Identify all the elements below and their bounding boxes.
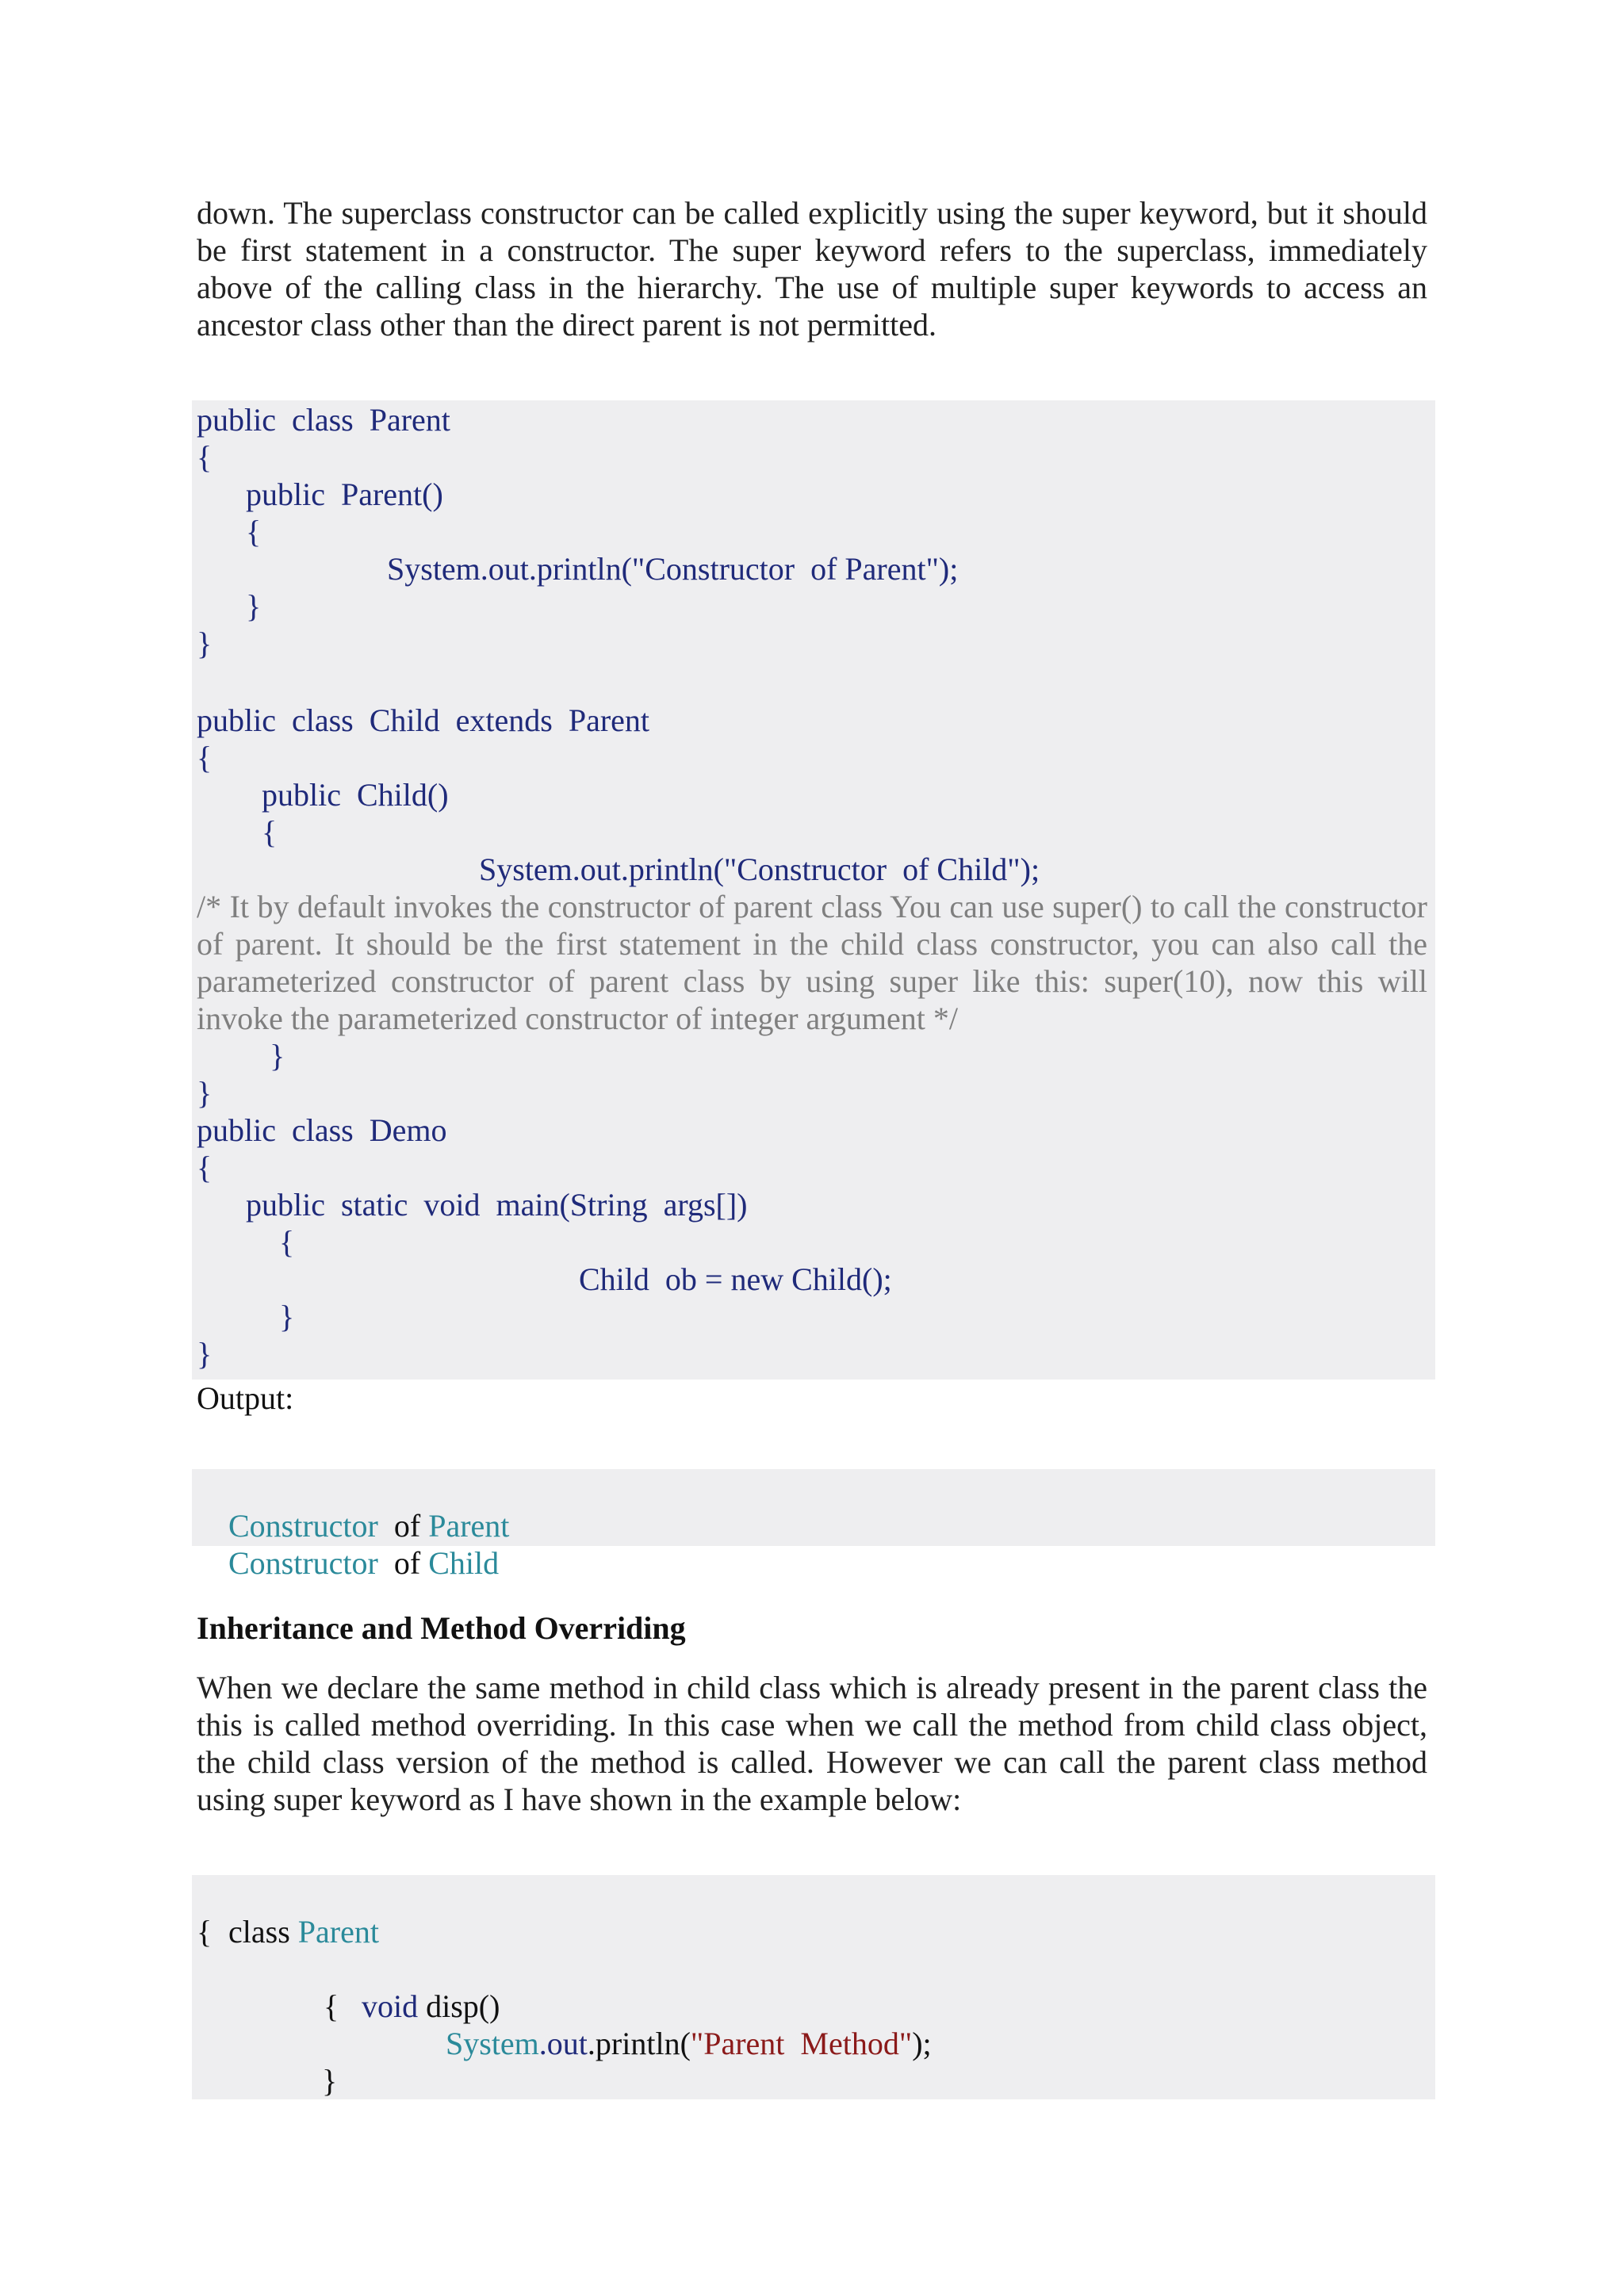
code-keyword: class bbox=[228, 1914, 290, 1950]
code-class-name: Parent bbox=[297, 1914, 379, 1950]
output-word: Parent bbox=[428, 1508, 510, 1544]
code-line: } bbox=[197, 1075, 213, 1111]
code-line: public class Child extends Parent bbox=[197, 702, 650, 738]
code-line: } bbox=[246, 588, 262, 624]
code-line: { bbox=[197, 1914, 213, 1950]
output-word: of bbox=[393, 1508, 421, 1544]
code-line: public class Parent bbox=[197, 402, 450, 438]
code-line: } bbox=[197, 626, 213, 661]
code-line: } bbox=[279, 1299, 295, 1334]
code-line: public Child() bbox=[262, 777, 449, 813]
output-word: Child bbox=[428, 1545, 500, 1581]
code-method: .println( bbox=[587, 2026, 691, 2061]
code-line: public class Demo bbox=[197, 1112, 447, 1148]
code-line: { bbox=[197, 740, 213, 775]
code-class-ref: System bbox=[446, 2026, 539, 2061]
code-line: { bbox=[246, 514, 262, 549]
code-line: { bbox=[197, 1150, 213, 1185]
code-line: System.out.println("Constructor of Parent"); bbox=[387, 551, 959, 587]
code-punct: ); bbox=[912, 2026, 932, 2061]
section-heading: Inheritance and Method Overriding bbox=[197, 1610, 686, 1646]
output-word: Constructor bbox=[228, 1545, 378, 1581]
code-line: public static void main(String args[]) bbox=[246, 1187, 748, 1223]
code-line: } bbox=[197, 1336, 213, 1372]
code-method: disp() bbox=[426, 1988, 500, 2024]
output-word: Constructor bbox=[228, 1508, 378, 1544]
code-line: } bbox=[322, 2063, 338, 2099]
code-line: public Parent() bbox=[246, 476, 443, 512]
overriding-paragraph: When we declare the same method in child class which is already present in the parent class the this is called method overriding. In this case when we call the method from child class object, the child class version of the method is called. However we can call the parent class method using super keyword as I have shown in the example below: bbox=[197, 1670, 1427, 1817]
code-line: } bbox=[270, 1038, 285, 1073]
intro-paragraph: down. The superclass constructor can be called explicitly using the super keyword, but it should be first statement in a constructor. The super keyword refers to the superclass, immediately above of the calling class in the hierarchy. The use of multiple super keywords to access an ancestor class other than the direct parent is not permitted. bbox=[197, 195, 1427, 342]
code-keyword: void bbox=[362, 1988, 419, 2024]
code-line: Child ob = new Child(); bbox=[579, 1261, 892, 1297]
code-line: { bbox=[197, 439, 213, 475]
output-word: of bbox=[393, 1545, 421, 1581]
output-label: Output: bbox=[197, 1380, 294, 1416]
code-field: .out bbox=[538, 2026, 588, 2061]
code-line: System.out.println("Constructor of Child"); bbox=[479, 851, 1040, 887]
code-comment: /* It by default invokes the constructor of parent class You can use super() to call the constructor of parent. It should be the first statement in the child class constructor, you can also call the parameterized constructor of parent class by using super like this: super(10), now this will invoke the parameterized constructor of integer argument */ bbox=[197, 889, 1427, 1036]
code-line: { bbox=[279, 1224, 295, 1260]
code-line bbox=[446, 2025, 932, 2062]
output-line bbox=[197, 1507, 499, 1619]
code-line: { bbox=[324, 1988, 339, 2024]
code-line: { bbox=[262, 814, 278, 850]
code-string: "Parent Method" bbox=[690, 2026, 913, 2061]
